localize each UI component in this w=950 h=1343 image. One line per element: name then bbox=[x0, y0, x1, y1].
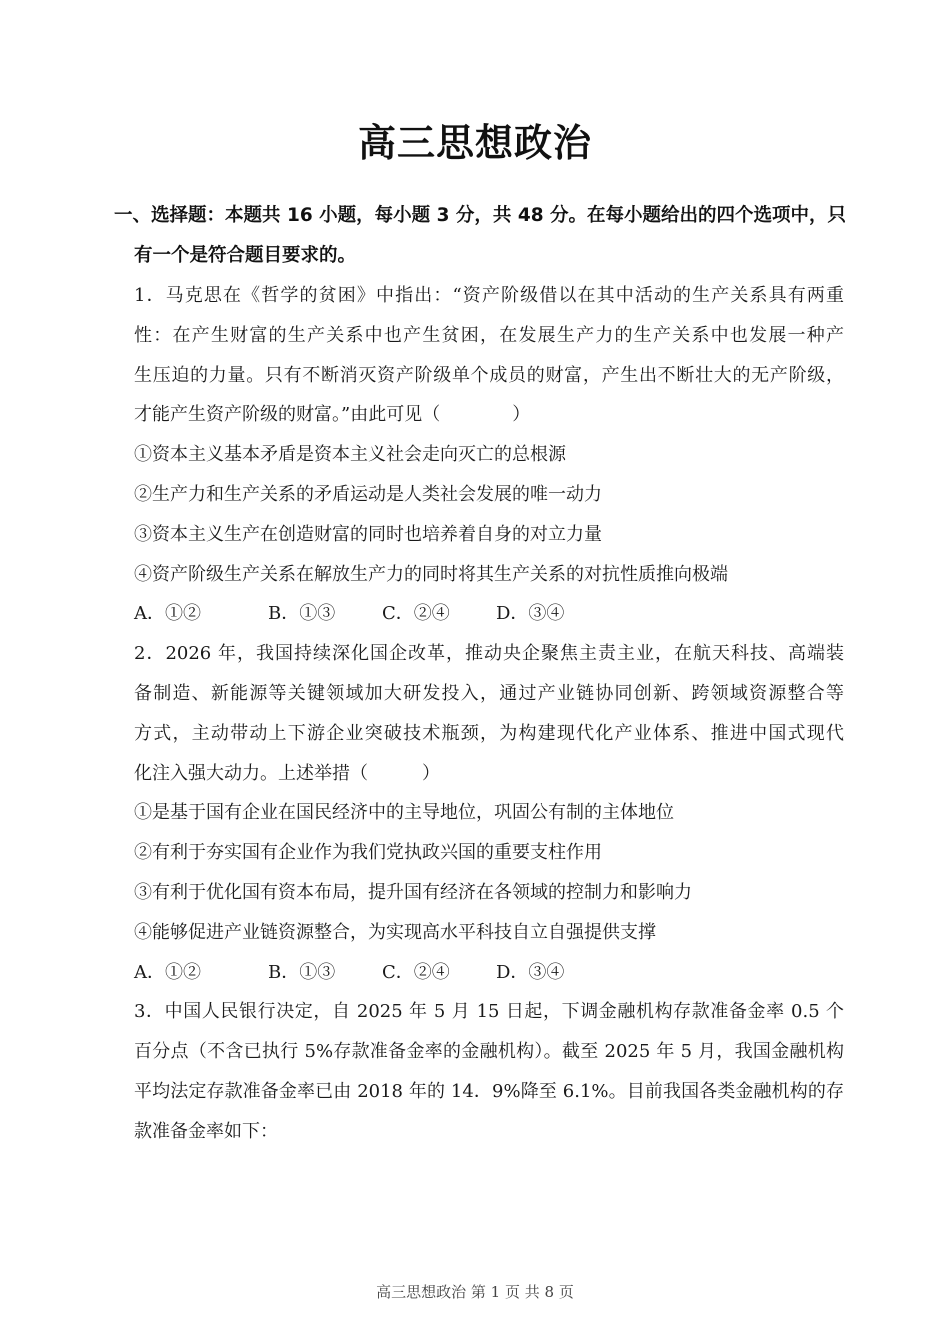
question-3 bbox=[134, 992, 844, 1151]
statement-item: ④能够促进产业链资源整合，为实现高水平科技自立自强提供支撑 bbox=[134, 921, 656, 943]
section-heading-line-2: 有一个是符合题目要求的。 bbox=[134, 244, 357, 266]
question-stem-line: 1．马克思在《哲学的贫困》中指出：“资产阶级借以在其中活动的生产关系具有两重 bbox=[134, 285, 844, 306]
option-c: C．②④ bbox=[382, 603, 450, 625]
section-heading-line-1: 一、选择题：本题共 16 小题，每小题 3 分，共 48 分。在每小题给出的四个选项中，只 bbox=[114, 205, 847, 226]
statement-item: ③资本主义生产在创造财富的同时也培养着自身的对立力量 bbox=[134, 523, 602, 545]
question-stem-line: 2．2026 年，我国持续深化国企改革，推动央企聚焦主责主业，在航天科技、高端装 bbox=[134, 643, 844, 665]
question-stem-line: 3．中国人民银行决定，自 2025 年 5 月 15 日起，下调金融机构存款准备金率 0.5 个 bbox=[134, 1001, 844, 1023]
question-stem-line: 百分点（不含已执行 5%存款准备金率的金融机构）。截至 2025 年 5 月，我国金融机构 bbox=[134, 1041, 844, 1063]
question-stem-line: 方式，主动带动上下游企业突破技术瓶颈，为构建现代化产业体系、推进中国式现代 bbox=[134, 722, 844, 744]
question-stem-line: 性：在产生财富的生产关系中也产生贫困，在发展生产力的生产关系中也发展一种产 bbox=[134, 324, 844, 346]
section-heading bbox=[114, 198, 847, 274]
question-stem-line: 生压迫的力量。只有不断消灭资产阶级单个成员的财富，产生出不断壮大的无产阶级， bbox=[134, 364, 844, 386]
question-stem-line: 化注入强大动力。上述举措（ ） bbox=[134, 762, 440, 784]
answer-options bbox=[134, 953, 844, 993]
option-a: A．①② bbox=[134, 961, 201, 983]
question-1 bbox=[134, 276, 844, 634]
statement-item: ②生产力和生产关系的矛盾运动是人类社会发展的唯一动力 bbox=[134, 483, 602, 505]
question-stem-line: 平均法定存款准备金率已由 2018 年的 14．9%降至 6.1%。目前我国各类金融机构的存 bbox=[134, 1080, 844, 1102]
statement-item: ①是基于国有企业在国民经济中的主导地位，巩固公有制的主体地位 bbox=[134, 802, 674, 824]
question-stem-line: 备制造、新能源等关键领域加大研发投入，通过产业链协同创新、跨领域资源整合等 bbox=[134, 682, 844, 704]
answer-options bbox=[134, 594, 844, 634]
page-footer: 高三思想政治 第 1 页 共 8 页 bbox=[376, 1283, 574, 1301]
page-title: 高三思想政治 bbox=[357, 121, 592, 165]
statement-item: ③有利于优化国有资本布局，提升国有经济在各领域的控制力和影响力 bbox=[134, 881, 692, 903]
question-stem-line: 款准备金率如下： bbox=[134, 1120, 278, 1142]
option-a: A．①② bbox=[134, 603, 201, 625]
option-d: D．③④ bbox=[496, 603, 565, 625]
option-b: B．①③ bbox=[268, 961, 336, 983]
option-c: C．②④ bbox=[382, 961, 450, 983]
question-stem-line: 才能产生资产阶级的财富。”由此可见（ ） bbox=[134, 404, 531, 426]
statement-item: ④资产阶级生产关系在解放生产力的同时将其生产关系的对抗性质推向极端 bbox=[134, 563, 728, 585]
option-d: D．③④ bbox=[496, 961, 565, 983]
statement-item: ①资本主义基本矛盾是资本主义社会走向灭亡的总根源 bbox=[134, 444, 566, 466]
statement-item: ②有利于夯实国有企业作为我们党执政兴国的重要支柱作用 bbox=[134, 842, 602, 864]
option-b: B．①③ bbox=[268, 603, 336, 625]
question-2 bbox=[134, 634, 844, 992]
question-body bbox=[134, 276, 844, 1152]
